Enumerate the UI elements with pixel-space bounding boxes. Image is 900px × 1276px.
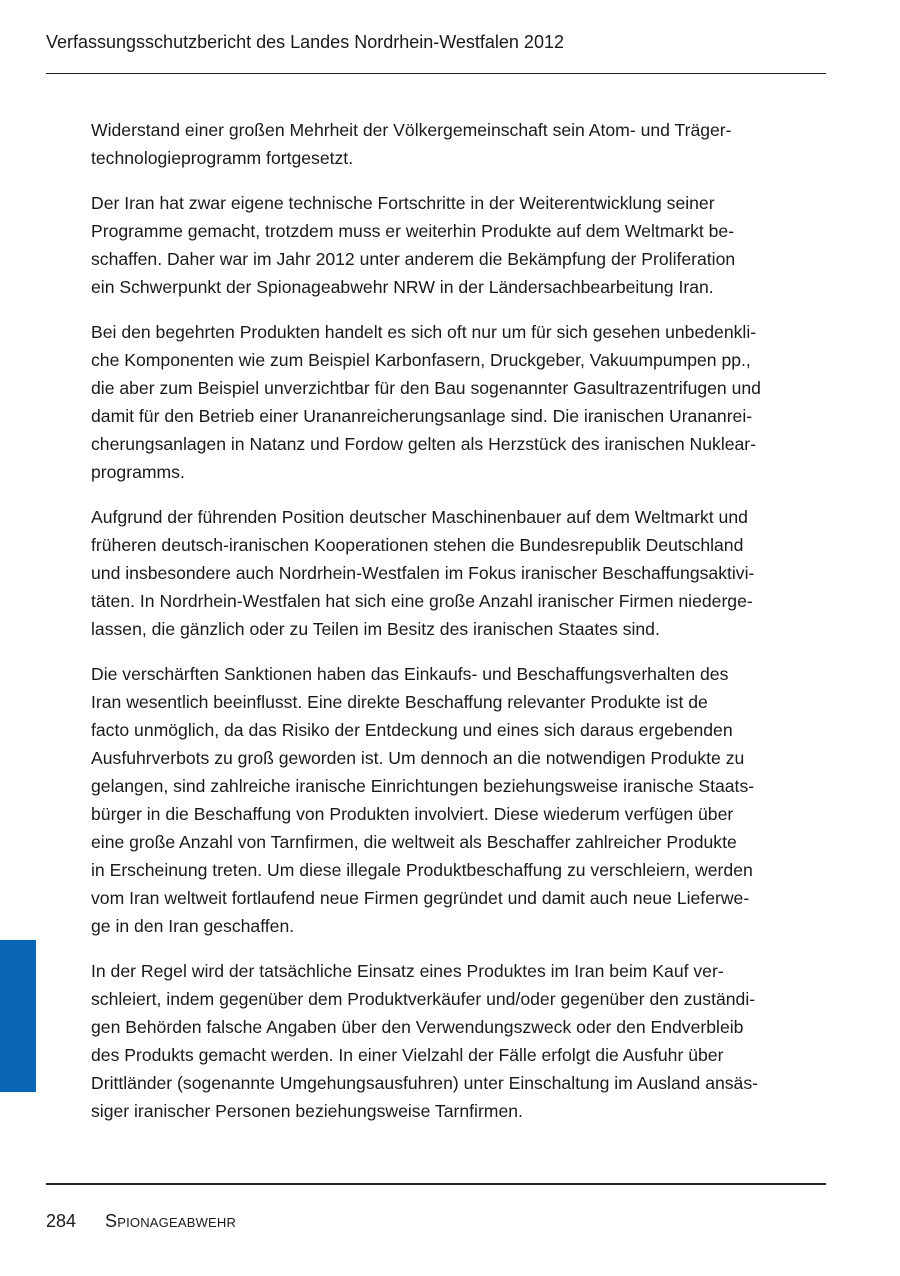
page-number: 284 xyxy=(46,1211,77,1231)
text-line: Aufgrund der führenden Position deutscher Maschinenbauer auf dem Weltmarkt und xyxy=(91,507,748,527)
text-line: eine große Anzahl von Tarnfirmen, die weltweit als Beschaffer zahlreicher Produkte xyxy=(91,832,737,852)
text-line: cherungsanlagen in Natanz und Fordow gelten als Herzstück des iranischen Nuklear- xyxy=(91,434,757,454)
text-line: des Produkts gemacht werden. In einer Vielzahl der Fälle erfolgt die Ausfuhr über xyxy=(91,1045,724,1065)
text-line: programms. xyxy=(91,462,185,482)
text-line: früheren deutsch-iranischen Kooperationen stehen die Bundesrepublik Deutschland xyxy=(91,535,744,555)
text-line: siger iranischer Personen beziehungsweise Tarnfirmen. xyxy=(91,1101,523,1121)
text-line: lassen, die gänzlich oder zu Teilen im Besitz des iranischen Staates sind. xyxy=(91,619,660,639)
paragraph xyxy=(91,957,831,1125)
text-line: Iran wesentlich beeinflusst. Eine direkte Beschaffung relevanter Produkte ist de xyxy=(91,692,708,712)
paragraph xyxy=(91,116,831,172)
paragraph xyxy=(91,318,831,486)
text-line: Bei den begehrten Produkten handelt es sich oft nur um für sich gesehen unbedenkli- xyxy=(91,322,757,342)
text-line: in Erscheinung treten. Um diese illegale Produktbeschaffung zu verschleiern, werden xyxy=(91,860,753,880)
text-line: Drittländer (sogenannte Umgehungsausfuhren) unter Einschaltung im Ausland ansäs- xyxy=(91,1073,758,1093)
text-line: facto unmöglich, da das Risiko der Entdeckung und eines sich daraus ergebenden xyxy=(91,720,733,740)
chapter-side-tab xyxy=(0,940,36,1092)
paragraph xyxy=(91,660,831,940)
text-line: ein Schwerpunkt der Spionageabwehr NRW in der Ländersachbearbeitung Iran. xyxy=(91,277,714,297)
text-line: technologieprogramm fortgesetzt. xyxy=(91,148,354,168)
text-line: damit für den Betrieb einer Urananreicherungsanlage sind. Die iranischen Urananrei- xyxy=(91,406,753,426)
text-line: In der Regel wird der tatsächliche Einsatz eines Produktes im Iran beim Kauf ver- xyxy=(91,961,724,981)
text-line: und insbesondere auch Nordrhein-Westfalen im Fokus iranischer Beschaffungsaktivi- xyxy=(91,563,755,583)
text-line: Die verschärften Sanktionen haben das Einkaufs- und Beschaffungsverhalten des xyxy=(91,664,729,684)
text-line: Der Iran hat zwar eigene technische Fortschritte in der Weiterentwicklung seiner xyxy=(91,193,715,213)
text-line: gelangen, sind zahlreiche iranische Einrichtungen beziehungsweise iranische Staats- xyxy=(91,776,755,796)
text-line: che Komponenten wie zum Beispiel Karbonfasern, Druckgeber, Vakuumpumpen pp., xyxy=(91,350,751,370)
text-line: Programme gemacht, trotzdem muss er weiterhin Produkte auf dem Weltmarkt be- xyxy=(91,221,735,241)
text-line: gen Behörden falsche Angaben über den Verwendungszweck oder den Endverbleib xyxy=(91,1017,744,1037)
text-line: vom Iran weltweit fortlaufend neue Firmen gegründet und damit auch neue Lieferwe- xyxy=(91,888,750,908)
text-line: bürger in die Beschaffung von Produkten involviert. Diese wiederum verfügen über xyxy=(91,804,734,824)
text-line: täten. In Nordrhein-Westfalen hat sich eine große Anzahl iranischer Firmen niederge- xyxy=(91,591,753,611)
footer-divider xyxy=(46,1183,826,1185)
section-name: Spionageabwehr xyxy=(105,1211,237,1231)
body-text xyxy=(91,116,831,1142)
text-line: Widerstand einer großen Mehrheit der Völkergemeinschaft sein Atom- und Träger- xyxy=(91,120,732,140)
paragraph xyxy=(91,189,831,301)
text-line: schaffen. Daher war im Jahr 2012 unter anderem die Bekämpfung der Proliferation xyxy=(91,249,736,269)
running-header: Verfassungsschutzbericht des Landes Nordrhein-Westfalen 2012 xyxy=(46,32,564,52)
text-line: ge in den Iran geschaffen. xyxy=(91,916,295,936)
header-divider xyxy=(46,73,826,74)
text-line: Ausfuhrverbots zu groß geworden ist. Um dennoch an die notwendigen Produkte zu xyxy=(91,748,745,768)
text-line: die aber zum Beispiel unverzichtbar für den Bau sogenannter Gasultrazentrifugen und xyxy=(91,378,761,398)
text-line: schleiert, indem gegenüber dem Produktverkäufer und/oder gegenüber den zuständi- xyxy=(91,989,756,1009)
paragraph xyxy=(91,503,831,643)
